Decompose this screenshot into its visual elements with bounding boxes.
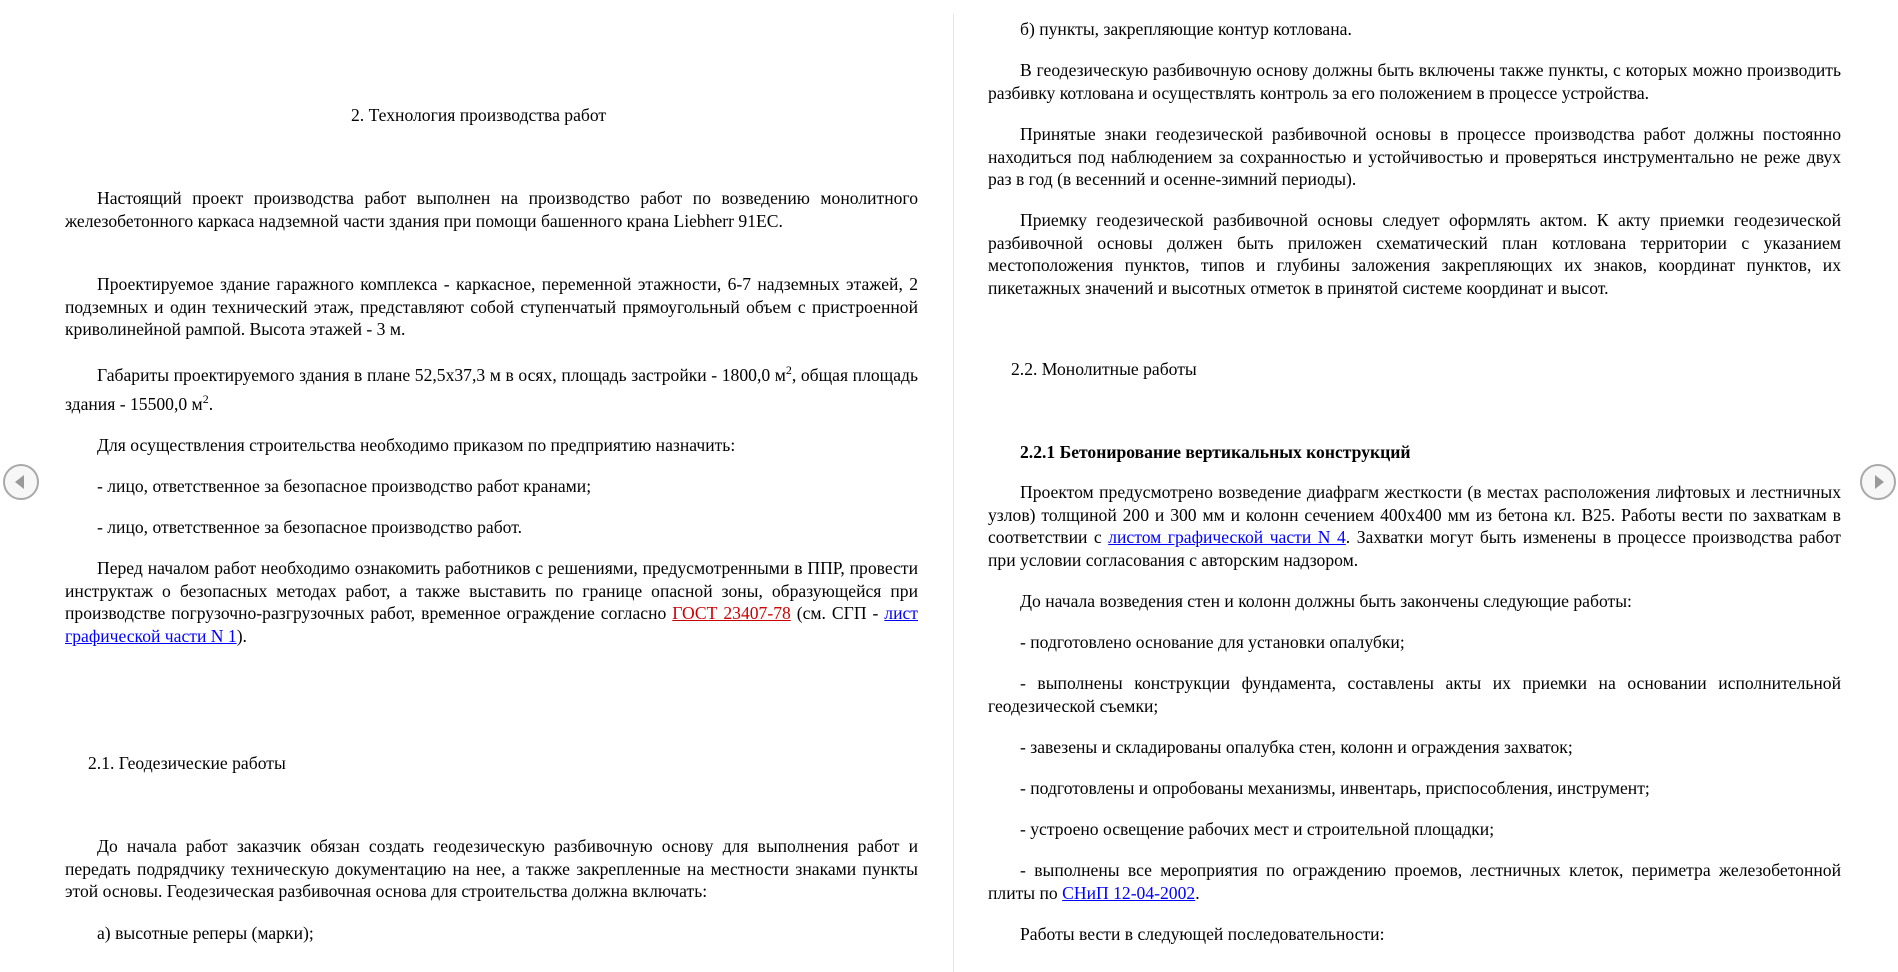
before-text-a: Перед началом работ необходимо ознакомить работников с решениями, предусмотренными в ППР, провести инструктаж о безопасных методах работ, а также выставить по границе опасной зоны, образующейся при производстве погрузочно-разгрузочных работ, временное ограждение согласно bbox=[65, 558, 918, 623]
list-item-works: - лицо, ответственное за безопасное производство работ. bbox=[97, 517, 522, 537]
list-item-benchmarks: а) высотные реперы (марки); bbox=[97, 923, 314, 943]
chevron-left-icon bbox=[5, 466, 37, 498]
snip-link[interactable]: СНиП 12-04-2002 bbox=[1062, 882, 1196, 903]
paragraph-geodesy: До начала работ заказчик обязан создать геодезическую разбивочную основу для выполнения работ и передать подрядчику техническую документацию на нее, а также закрепленные на местности знаками пункты этой основы. Геодезическая разбивочная основа для строительства должна включать: bbox=[65, 836, 918, 901]
dims-sup-1: 2 bbox=[785, 363, 792, 378]
chevron-right-icon bbox=[1862, 466, 1894, 498]
heading-concrete: 2.2.1 Бетонирование вертикальных конструкций bbox=[1020, 442, 1411, 462]
fence-text-b: . bbox=[1195, 882, 1200, 903]
page-divider bbox=[953, 14, 954, 972]
list-item-mechanisms: - подготовлены и опробованы механизмы, инвентарь, приспособления, инструмент; bbox=[1020, 778, 1650, 798]
fence-text-a: - выполнены все мероприятия по ограждению проемов, лестничных клеток, периметра железобетонной плиты по bbox=[988, 860, 1841, 903]
sheet-4-link[interactable]: листом графической части N 4 bbox=[1108, 527, 1346, 547]
heading-geodesy: 2.1. Геодезические работы bbox=[88, 753, 286, 773]
gost-link[interactable]: ГОСТ 23407-78 bbox=[672, 603, 791, 623]
before-text-c: ). bbox=[236, 625, 247, 646]
heading-monolithic: 2.2. Монолитные работы bbox=[1011, 359, 1197, 379]
paragraph-project bbox=[988, 481, 1841, 571]
prev-page-button[interactable] bbox=[3, 464, 39, 500]
project-text-b: . Захватки могут быть изменены в процессе производства работ при условии согласования с авторским надзором. bbox=[988, 527, 1841, 570]
dims-text-a: Габариты проектируемого здания в плане 52,5х37,3 м в осях, площадь застройки - 1800,0 м bbox=[97, 365, 786, 385]
dims-sup-2: 2 bbox=[202, 392, 209, 407]
paragraph-dimensions bbox=[65, 361, 918, 419]
before-text-b: (см. СГП - bbox=[790, 603, 885, 623]
paragraph-acceptance: Приемку геодезической разбивочной основы следует оформлять актом. К акту приемки геодезической разбивочной основы должен быть приложен схематический план котлована территории с указанием местоположения пунктов, типов и глубины заложения закрепляющих их знаков, координат пунктов, их пикетажных значений и высотных отметок в принятой системе координат и высот. bbox=[988, 210, 1841, 298]
next-page-button[interactable] bbox=[1860, 464, 1896, 500]
list-item-base: - подготовлено основание для установки опалубки; bbox=[1020, 632, 1405, 652]
list-item-contour: б) пункты, закрепляющие контур котлована. bbox=[1020, 19, 1352, 39]
project-text-a: Проектом предусмотрено возведение диафрагм жесткости (в местах расположения лифтовых и лестничных узлов) толщиной 200 и 300 мм и колонн сечением 400х400 мм из бетона кл. В25. Работы вести по захваткам в соответствии с bbox=[988, 482, 1841, 547]
dims-text-c: . bbox=[208, 394, 214, 414]
list-item-lighting: - устроено освещение рабочих мест и строительной площадки; bbox=[1020, 819, 1495, 839]
paragraph-order: Для осуществления строительства необходимо приказом по предприятию назначить: bbox=[97, 435, 736, 455]
paragraph-include: В геодезическую разбивочную основу должны быть включены также пункты, с которых можно производить разбивку котлована и осуществлять контроль за его положением в процессе устройства. bbox=[988, 60, 1841, 103]
list-item-foundation: - выполнены конструкции фундамента, составлены акты их приемки на основании исполнительной геодезической съемки; bbox=[988, 673, 1841, 716]
paragraph-building: Проектируемое здание гаражного комплекса - каркасное, переменной этажности, 6-7 надземных этажей, 2 подземных и один технический этаж, представляют собой ступенчатый прямоугольный объем с пристроенной криволинейной рампой. Высота этажей - 3 м. bbox=[65, 274, 918, 339]
paragraph-signs: Принятые знаки геодезической разбивочной основы в процессе производства работ должны постоянно находиться под наблюдением за сохранностью и устойчивостью и проверяться инструментально не реже двух раз в год (в весенний и осенне-зимний периоды). bbox=[988, 124, 1841, 189]
paragraph-sequence: Работы вести в следующей последовательности: bbox=[1020, 924, 1385, 944]
paragraph-intro: Настоящий проект производства работ выполнен на производство работ по возведению монолитного железобетонного каркаса надземной части здания при помощи башенного крана Liebherr 91EC. bbox=[65, 188, 918, 231]
heading-technology: 2. Технология производства работ bbox=[351, 105, 607, 125]
paragraph-before-walls: До начала возведения стен и колонн должны быть закончены следующие работы: bbox=[1020, 591, 1632, 611]
list-item-fencing bbox=[988, 859, 1841, 904]
dims-text-b: , общая площадь здания - 15500,0 м bbox=[65, 365, 918, 414]
list-item-formwork: - завезены и складированы опалубка стен, колонн и ограждения захваток; bbox=[1020, 737, 1573, 757]
list-item-crane: - лицо, ответственное за безопасное производство работ кранами; bbox=[97, 476, 592, 496]
paragraph-before-works bbox=[65, 557, 918, 647]
sheet-1-link[interactable]: лист графической части N 1 bbox=[65, 603, 918, 646]
